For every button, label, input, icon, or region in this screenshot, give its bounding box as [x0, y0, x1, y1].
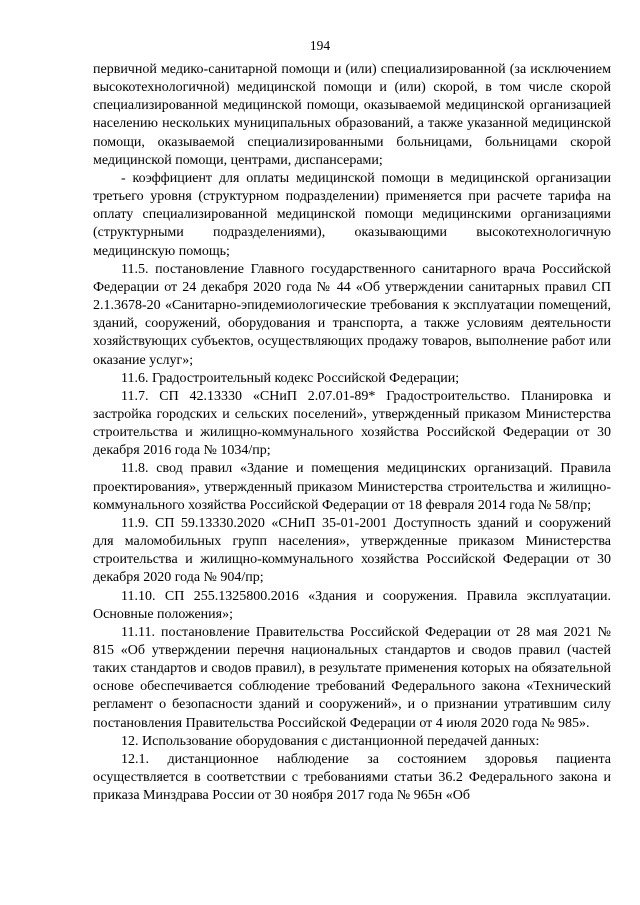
paragraph-12: 12. Использование оборудования с дистанционной передачей данных: — [121, 733, 540, 749]
paragraph-coefficient-item: - коэффициент для оплаты медицинской помощи в медицинской организации третьего уровня (структурном подразделении) применяется при расчете тарифа на оплату специализированной медицинской помощи медицинскими организациями (структурными подразделениями), оказывающими высокотехнологичную медицинскую помощь; — [93, 170, 611, 259]
paragraph-11-9: 11.9. СП 59.13330.2020 «СНиП 35-01-2001 Доступность зданий и сооружений для маломобильных групп населения», утвержденные приказом Министерства строительства и жилищно-коммунального хозяйства Российской Федерации от 30 декабря 2020 года № 904/пр; — [93, 515, 611, 586]
paragraph-11-6: 11.6. Градостроительный кодекс Российской Федерации; — [121, 370, 460, 386]
document-body — [93, 61, 611, 805]
paragraph-continuation: первичной медико-санитарной помощи и (или) специализированной (за исключением высокотехнологичной) медицинской помощи и (или) скорой, в том числе скорой специализированной медицинской помощи, оказываемой медицинской организацией населению нескольких муниципальных образований, а также указанной медицинской помощи, оказываемой специализированными больницами, больницами скорой медицинской помощи, центрами, диспансерами; — [93, 62, 611, 168]
page-number: 194 — [309, 38, 331, 53]
paragraph-11-7: 11.7. СП 42.13330 «СНиП 2.07.01-89* Градостроительство. Планировка и застройка городских и сельских поселений», утвержденный приказом Министерства строительства и жилищно-коммунального хозяйства Российской Федерации от 30 декабря 2016 года № 1034/пр; — [93, 388, 611, 459]
paragraph-11-10: 11.10. СП 255.1325800.2016 «Здания и сооружения. Правила эксплуатации. Основные положения»; — [93, 588, 611, 622]
paragraph-12-1: 12.1. дистанционное наблюдение за состоянием здоровья пациента осуществляется в соответствии с требованиями статьи 36.2 Федерального закона и приказа Минздрава России от 30 ноября 2017 года № 965н «Об — [93, 751, 611, 804]
paragraph-11-11: 11.11. постановление Правительства Российской Федерации от 28 мая 2021 № 815 «Об утверждении перечня национальных стандартов и сводов правил (частей таких стандартов и сводов правил), в результате применения которых на обязательной основе обеспечивается соблюдение требований Федерального закона «Технический регламент о безопасности зданий и сооружений», и о признании утратившим силу постановления Правительства Российской Федерации от 4 июля 2020 года № 985». — [93, 624, 611, 731]
paragraph-11-8: 11.8. свод правил «Здание и помещения медицинских организаций. Правила проектирования», утвержденный приказом Министерства строительства и жилищно-коммунального хозяйства Российской Федерации от 18 февраля 2014 года № 58/пр; — [93, 461, 611, 513]
paragraph-11-5: 11.5. постановление Главного государственного санитарного врача Российской Федерации от 24 декабря 2020 года № 44 «Об утверждении санитарных правил СП 2.1.3678-20 «Санитарно-эпидемиологические требования к эксплуатации помещений, зданий, сооружений, оборудования и транспорта, а также условиям деятельности хозяйствующих субъектов, осуществляющих продажу товаров, выполнение работ или оказание услуг»; — [93, 261, 611, 368]
